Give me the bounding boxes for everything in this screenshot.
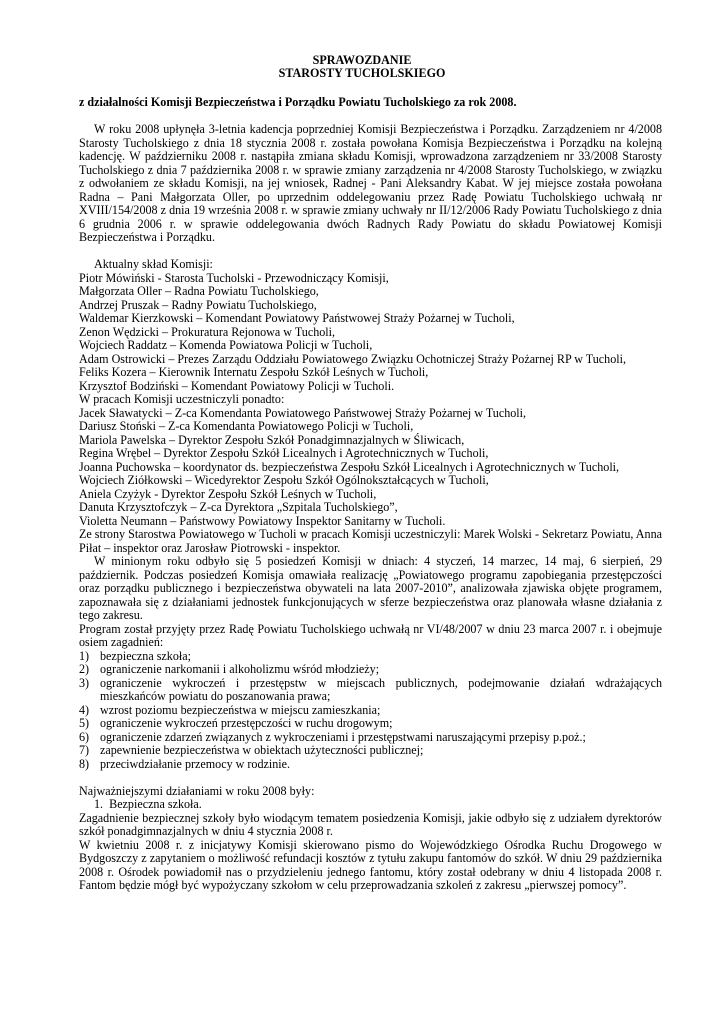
key-actions-section bbox=[79, 785, 662, 893]
member-item: Adam Ostrowicki – Prezes Zarządu Oddziału Powiatowego Związku Ochotniczej Straży Pożarnej RP w Tucholi, bbox=[79, 351, 627, 366]
key-action-paragraph: Zagadnienie bezpiecznej szkoły było wiodącym tematem posiedzenia Komisji, jakie odbyło się z udziałem dyrektorów szkół ponadgimnazjalnych w dniu 4 stycznia 2008 r. bbox=[79, 810, 662, 838]
participant-item: Danuta Krzysztofczyk – Z-ca Dyrektora „Szpitala Tucholskiego”, bbox=[79, 500, 398, 514]
key-action-item: 1. Bezpieczna szkoła. bbox=[94, 797, 202, 811]
program-item: 6) ograniczenie zdarzeń związanych z wykroczeniami i przestępstwami naruszającymi przepisy p.poż.; bbox=[79, 729, 586, 744]
participants-heading: W pracach Komisji uczestniczyli ponadto: bbox=[79, 392, 285, 406]
program-item: 2) ograniczenie narkomanii i alkoholizmu wśród młodzieży; bbox=[79, 662, 380, 676]
participant-item: Aniela Czyżyk - Dyrektor Zespołu Szkół Leśnych w Tucholi, bbox=[79, 486, 377, 501]
composition-section bbox=[79, 258, 662, 555]
program-item: 5) ograniczenie wykroczeń przestępczości w ruchu drogowym; bbox=[79, 716, 393, 730]
member-item: Krzysztof Bodziński – Komendant Powiatowy Policji w Tucholi. bbox=[79, 378, 395, 393]
program-paragraph: Program został przyjęty przez Radę Powiatu Tucholskiego uchwałą nr VI/48/2007 w dniu 23 marca 2007 r. i obejmuje osiem zagadnień: bbox=[79, 621, 662, 649]
member-item: Wojciech Raddatz – Komenda Powiatowa Policji w Tucholi, bbox=[79, 338, 373, 352]
program-list bbox=[79, 650, 662, 772]
participant-item: Wojciech Ziółkowski – Wicedyrektor Zespołu Szkół Ogólnokształcących w Tucholi, bbox=[79, 473, 489, 487]
program-item: 3) ograniczenie wykroczeń i przestępstw w miejscach publicznych, podejmowanie działań wdrażających mieszkańców powiatu do poszanowania prawa; bbox=[79, 675, 662, 703]
document-title-line2: STAROSTY TUCHOLSKIEGO bbox=[278, 66, 446, 80]
participant-item: Regina Wrębel – Dyrektor Zespołu Szkół Licealnych i Agrotechnicznych w Tucholi, bbox=[79, 446, 489, 460]
meetings-paragraph: W minionym roku odbyło się 5 posiedzeń Komisji w dniach: 4 styczeń, 14 marzec, 14 maj, 6 sierpień, 29 październik. Podczas posiedzeń Komisja omawiała realizację „Powiatowego programu zapobiegania przestępczości oraz porządku publicznego i bezpieczeństwa obywateli na lata 2007-2010”, analizowała zjawiska objęte programem, zapoznawała się z działaniami jednostek funkcjonujących w sferze bezpieczeństwa oraz planowała własne działania z tego zakresu. bbox=[79, 554, 662, 622]
participant-item: Mariola Pawelska – Dyrektor Zespołu Szkół Ponadgimnazjalnych w Śliwicach, bbox=[79, 432, 465, 447]
key-actions-heading: Najważniejszymi działaniami w roku 2008 były: bbox=[79, 783, 315, 798]
document-title-line1: SPRAWOZDANIE bbox=[312, 53, 412, 67]
program-item: 4) wzrost poziomu bezpieczeństwa w miejscu zamieszkania; bbox=[79, 702, 381, 717]
participant-item: Joanna Puchowska – koordynator ds. bezpieczeństwa Zespołu Szkół Licealnych i Agrotechnicznych w Tucholi, bbox=[79, 459, 620, 474]
program-item: 8) przeciwdziałanie przemocy w rodzinie. bbox=[79, 756, 291, 771]
member-item: Feliks Kozera – Kierownik Internatu Zespołu Szkół Leśnych w Tucholi, bbox=[79, 365, 429, 379]
participant-item: Jacek Sławatycki – Z-ca Komendanta Powiatowego Państwowej Straży Pożarnej w Tucholi, bbox=[79, 405, 527, 420]
member-item: Andrzej Pruszak – Radny Powiatu Tucholskiego, bbox=[79, 297, 317, 312]
composition-heading: Aktualny skład Komisji: bbox=[94, 257, 213, 271]
member-item: Małgorzata Oller – Radna Powiatu Tucholskiego, bbox=[79, 284, 319, 298]
key-action-paragraph: W kwietniu 2008 r. z inicjatywy Komisji skierowano pismo do Wojewódzkiego Ośrodka Ruchu Drogowego w Bydgoszczy z zapytaniem o możliwość refundacji kosztów z tytułu zakupu fantomów do szkół. W dniu 29 października 2008 r. Ośrodek powiadomił nas o przydzieleniu jednego fantomu, który został odebrany w dniu 4 listopada 2008 r. Fantom będzie mógł być wypożyczany szkołom w celu przeprowadzania szkoleń z zakresu „pierwszej pomocy”. bbox=[79, 837, 662, 892]
member-item: Piotr Mówiński - Starosta Tucholski - Przewodniczący Komisji, bbox=[79, 270, 389, 285]
program-item: 1) bezpieczna szkoła; bbox=[79, 648, 191, 663]
participant-item: Violetta Neumann – Państwowy Powiatowy Inspektor Sanitarny w Tucholi. bbox=[79, 513, 446, 528]
member-item: Waldemar Kierzkowski – Komendant Powiatowy Państwowej Straży Pożarnej w Tucholi, bbox=[79, 311, 515, 325]
intro-paragraph: W roku 2008 upłynęła 3-letnia kadencja poprzedniej Komisji Bezpieczeństwa i Porządku. Zarządzeniem nr 4/2008 Starosty Tucholskiego z dnia 18 stycznia 2008 r. została powołana Komisja Bezpieczeństwa i Porządku na kolejną kadencję. W październiku 2008 r. nastąpiła zmiana składu Komisji, wprowadzona zarządzeniem nr 33/2008 Starosty Tucholskiego z dnia 7 października 2008 r. w sprawie zmiany zarządzenia nr 4/2008 Starosty Tucholskiego, w związku z odwołaniem ze składu Komisji, na jej wniosek, Radnej - Pani Aleksandry Kabat. W jej miejsce została powołana Radna – Pani Małgorzata Oller, po uprzednim oddelegowaniu przez Radę Powiatu Tucholskiego uchwałą nr XVIII/154/2008 z dnia 19 września 2008 r. w sprawie zmiany uchwały nr II/12/2006 Rady Powiatu Tucholskiego z dnia 6 grudnia 2006 r. w sprawie oddelegowania dwóch Radnych Rady Powiatu do składu Powiatowej Komisji Bezpieczeństwa i Porządku. bbox=[79, 122, 662, 244]
participant-item: Dariusz Stoński – Z-ca Komendanta Powiatowego Policji w Tucholi, bbox=[79, 419, 414, 433]
member-item: Zenon Wędzicki – Prokuratura Rejonowa w Tucholi, bbox=[79, 324, 336, 339]
document-body bbox=[79, 123, 662, 893]
document-subtitle: z działalności Komisji Bezpieczeństwa i Porządku Powiatu Tucholskiego za rok 2008. bbox=[79, 95, 517, 109]
office-paragraph: Ze strony Starostwa Powiatowego w Tucholi w pracach Komisji uczestniczyli: Marek Wolski - Sekretarz Powiatu, Anna Piłat – inspektor oraz Jarosław Piotrowski - inspektor. bbox=[79, 527, 662, 555]
program-item: 7) zapewnienie bezpieczeństwa w obiektach użyteczności publicznej; bbox=[79, 743, 424, 757]
